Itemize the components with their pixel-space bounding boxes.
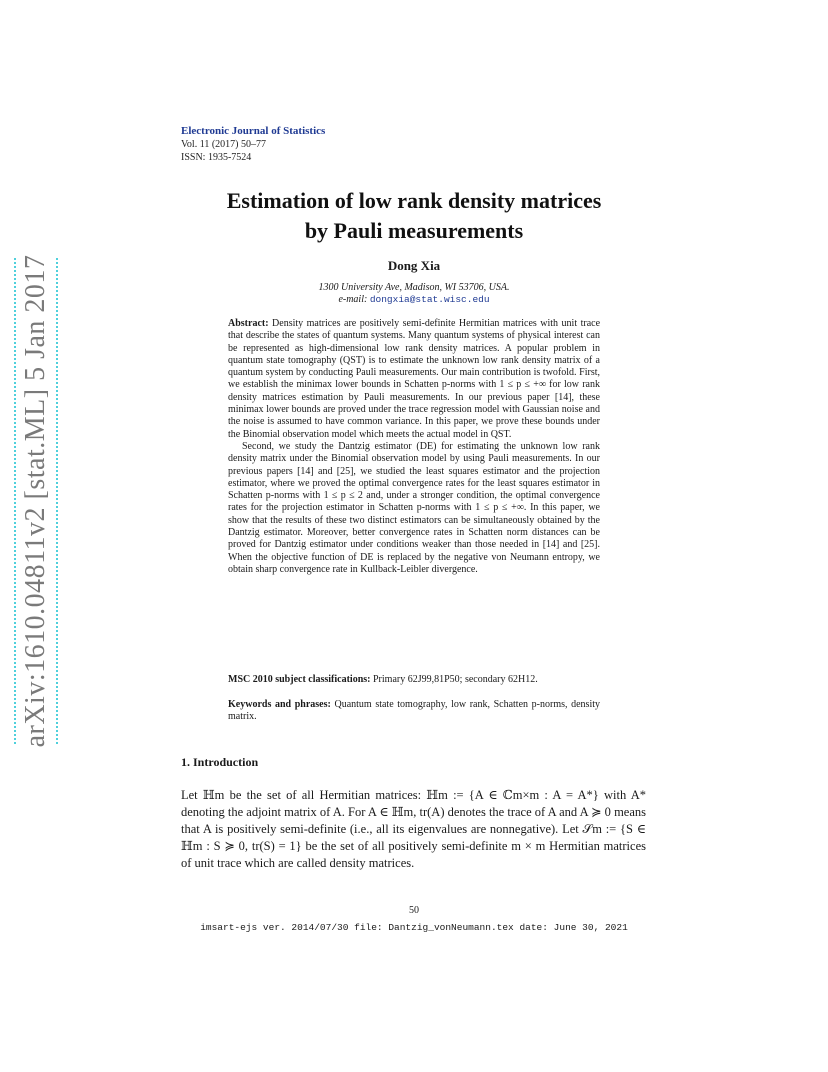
- journal-issn: ISSN: 1935-7524: [181, 152, 252, 163]
- journal-volume: Vol. 11 (2017) 50–77: [181, 139, 266, 150]
- email-label: e-mail:: [338, 294, 368, 305]
- msc-text: Primary 62J99,81P50; secondary 62H12.: [373, 674, 538, 685]
- imsart-footer: imsart-ejs ver. 2014/07/30 file: Dantzig_vonNeumann.tex date: June 30, 2021: [200, 922, 628, 933]
- title-line-2: by Pauli measurements: [304, 218, 524, 243]
- email-link[interactable]: dongxia@stat.wisc.edu: [369, 294, 490, 305]
- keywords: [228, 699, 600, 724]
- arxiv-id: arXiv:1610.04811v2 [stat.ML] 5 Jan 2017: [20, 254, 51, 748]
- author-affiliation: 1300 University Ave, Madison, WI 53706, USA.: [318, 282, 510, 293]
- author-name: Dong Xia: [387, 258, 441, 273]
- section-heading: 1. Introduction: [181, 755, 259, 769]
- paper-title: [140, 186, 688, 246]
- abstract-p1-text: Density matrices are positively semi-definite Hermitian matrices with unit trace that describe the states of quantum systems. Many quantum systems of physical interest can be represented as high-dimensional low rank density matrices. A popular problem in quantum state tomography (QST) is to estimate the unknown low rank density matrix of a quantum system by conducting Pauli measurements. Our main contribution is twofold. First, we establish the minimax lower bounds in Schatten p-norms with 1 ≤ p ≤ +∞ for low rank density matrices estimation by Pauli measurements. In our previous paper [14], these minimax lower bounds are proved under the trace regression model with Gaussian noise and the noise is assumed to have common variance. In this paper, we prove these bounds under the Binomial observation model which meets the actual model in QST.: [228, 318, 601, 440]
- abstract: [228, 318, 600, 576]
- keywords-label: Keywords and phrases:: [228, 699, 331, 710]
- journal-name[interactable]: Electronic Journal of Statistics: [181, 125, 326, 137]
- page-number: 50: [409, 905, 419, 916]
- abstract-label: Abstract:: [228, 318, 269, 329]
- abstract-paragraph-1: [228, 318, 600, 441]
- title-line-1: Estimation of low rank density matrices: [226, 188, 602, 213]
- introduction-paragraph: Let ℍm be the set of all Hermitian matrices: ℍm := {A ∈ ℂm×m : A = A*} with A* denoting the adjoint matrix of A. For A ∈ ℍm, tr(A) denotes the trace of A and A ≽ 0 means that A is positively semi-definite (i.e., all its eigenvalues are nonnegative). Let 𝒮m := {S ∈ ℍm : S ≽ 0, tr(S) = 1} be the set of all positively semi-definite m × m Hermitian matrices of unit trace which are called density matrices.: [181, 788, 646, 870]
- msc-classifications: [228, 674, 600, 686]
- msc-label: MSC 2010 subject classifications:: [228, 674, 371, 685]
- author-email: [140, 294, 688, 305]
- abstract-paragraph-2: Second, we study the Dantzig estimator (DE) for estimating the unknown low rank density matrix under the Binomial observation model by using Pauli measurements. In our previous papers [14] and [25], we studied the least squares estimator and the projection estimator, where we proved the optimal convergence rates for the least squares estimator in Schatten p-norms with 1 ≤ p ≤ 2 and, under a stronger condition, the optimal convergence rates for the projection estimator in Schatten p-norms with 1 ≤ p ≤ +∞. In this paper, we show that the results of these two distinct estimators can be simultaneously obtained by the Dantzig estimator. Moreover, better convergence rates in Schatten norm distances can be proved for Dantzig estimator under conditions weaker than those needed in [14] and [25]. When the objective function of DE is replaced by the negative von Neumann entropy, we obtain sharp convergence rate in Kullback-Leibler divergence.: [228, 440, 600, 575]
- keywords-text: Quantum state tomography, low rank, Schatten p-norms, density matrix.: [228, 699, 601, 723]
- arxiv-stamp[interactable]: [14, 254, 58, 748]
